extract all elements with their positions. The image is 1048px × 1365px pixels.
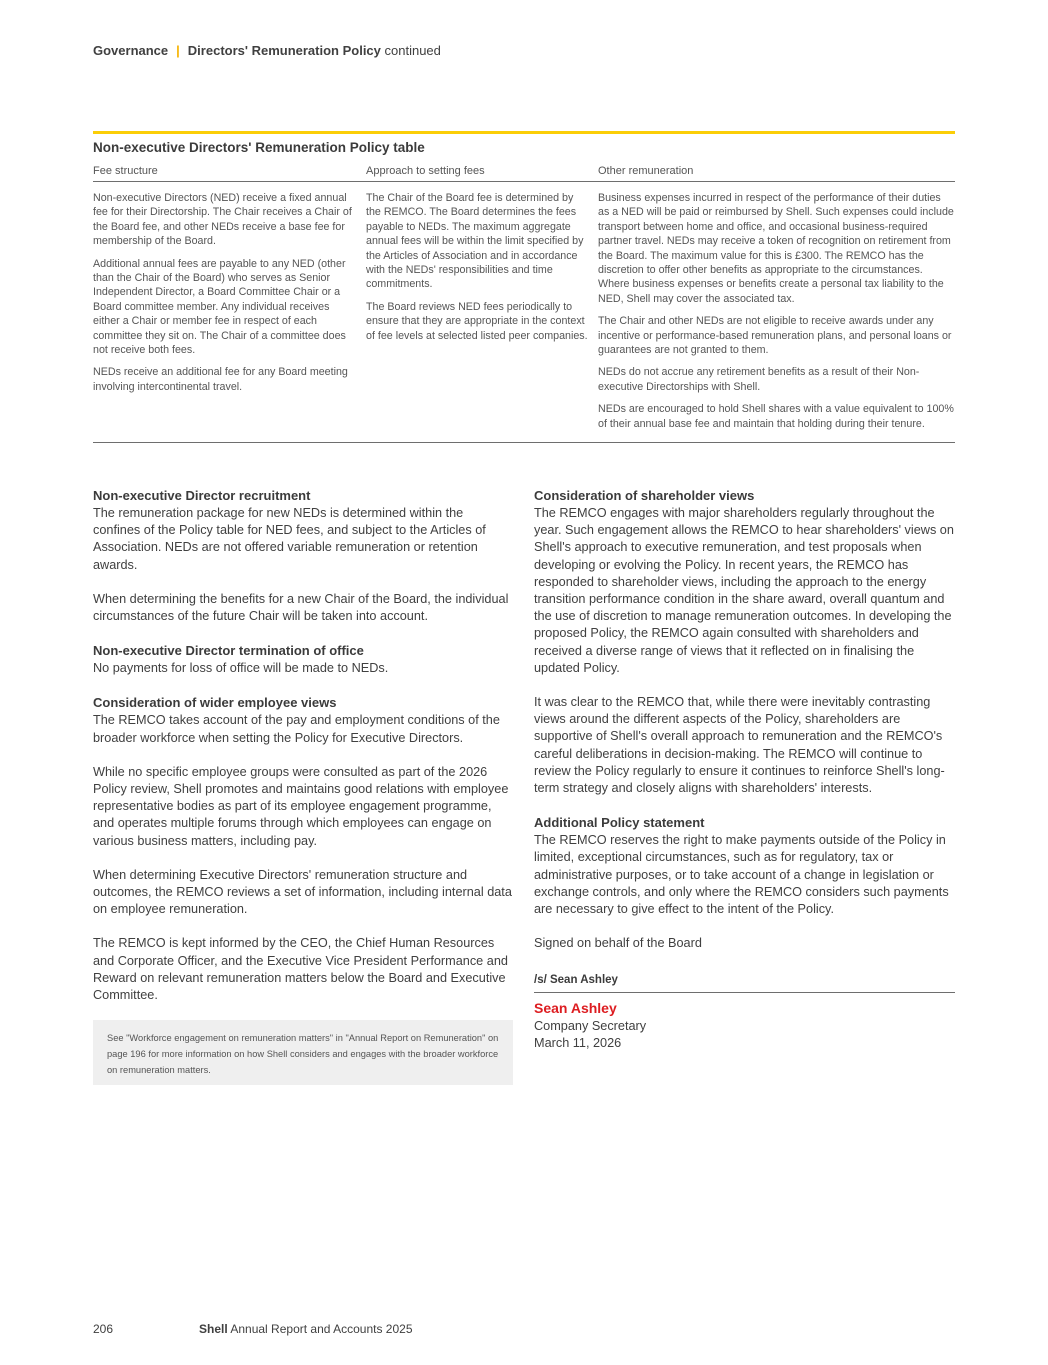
body-paragraph: While no specific employee groups were consulted as part of the 2026 Policy review, Shell promotes and maintains good relations with employee representative bodies as part of its employee engagement programme, and operates multiple forums through which employees can engage on various business matters, including pay. bbox=[93, 764, 509, 848]
shareholder-views-heading: Consideration of shareholder views bbox=[534, 488, 755, 503]
body-paragraph: The REMCO engages with major shareholders regularly throughout the year. Such engagement allows the REMCO to hear shareholders' views on Shell's approach to executive remuneration, and test proposals when developing or evolving the Policy. In recent years, the REMCO has responded to shareholder views, including the approach to the energy transition performance condition in the share award, overall quantum and the use of discretion to manage remuneration outcomes. In developing the proposed Policy, the REMCO again consulted with shareholders and received a diverse range of views that it reflected on in finalising the updated Policy. bbox=[534, 506, 954, 675]
body-paragraph: The REMCO reserves the right to make payments outside of the Policy in limited, exceptional circumstances, such as for regulatory, tax or administrative purposes, or to take account of a change in legislation or exchange controls, and only where the REMCO considers such payments are necessary to give effect to the intent of the Policy. bbox=[534, 833, 949, 917]
table-title: Non-executive Directors' Remuneration Policy table bbox=[93, 140, 425, 155]
signature-line: /s/ Sean Ashley bbox=[534, 974, 618, 986]
footer-brand: Shell bbox=[199, 1322, 228, 1336]
signer-title: Company Secretary bbox=[534, 1019, 647, 1033]
header-section: Governance bbox=[93, 43, 169, 58]
header-suffix: continued bbox=[384, 43, 441, 58]
table-paragraph: The Board reviews NED fees periodically to ensure that they are appropriate in the context of fee levels at selected listed peer companies. bbox=[366, 300, 588, 342]
recruitment-heading: Non-executive Director recruitment bbox=[93, 488, 311, 503]
table-paragraph: Business expenses incurred in respect of the performance of their duties as a NED will be paid or reimbursed by Shell. Such expenses could include transport between home and office, and occasional business-required partner travel. NEDs may receive a token of recognition on retirement from the Board. The maximum value for this is £300. The REMCO has the discretion to offer other benefits as appropriate to the circumstances. Where business expenses or benefits create a personal tax liability to the NED, Shell may cover the associated tax. bbox=[598, 192, 954, 305]
fee-structure-cell bbox=[93, 191, 366, 439]
signature-date: March 11, 2026 bbox=[534, 1036, 622, 1051]
other-remuneration-cell bbox=[598, 191, 955, 439]
column-header-fee-structure: Fee structure bbox=[93, 165, 158, 177]
table-paragraph: Non-executive Directors (NED) receive a fixed annual fee for their Directorship. The Chair receives a Chair of the Board fee, and other NEDs receive a base fee for membership of the Board. bbox=[93, 192, 352, 248]
column-header-approach: Approach to setting fees bbox=[366, 165, 485, 177]
signature-rule bbox=[534, 992, 955, 993]
signer-details bbox=[534, 1018, 646, 1052]
signed-on-behalf: Signed on behalf of the Board bbox=[534, 936, 702, 951]
body-paragraph: When determining the benefits for a new Chair of the Board, the individual circumstances of the future Chair will be taken into account. bbox=[93, 591, 509, 624]
left-column bbox=[93, 487, 513, 1021]
signer-name: Sean Ashley bbox=[534, 1000, 617, 1016]
right-column bbox=[534, 487, 955, 969]
ned-policy-table bbox=[93, 131, 955, 443]
footer-title: Annual Report and Accounts 2025 bbox=[230, 1322, 413, 1336]
header-separator: | bbox=[176, 43, 180, 58]
running-header bbox=[93, 43, 441, 58]
termination-heading: Non-executive Director termination of office bbox=[93, 643, 364, 659]
table-paragraph: NEDs receive an additional fee for any Board meeting involving intercontinental travel. bbox=[93, 366, 348, 393]
approach-cell bbox=[366, 191, 598, 439]
body-paragraph: The remuneration package for new NEDs is determined within the confines of the Policy table for NED fees, and subject to the Articles of Association. NEDs are not offered variable remuneration or retention awards. bbox=[93, 506, 486, 572]
table-paragraph: NEDs do not accrue any retirement benefits as a result of their Non-executive Directorships with Shell. bbox=[598, 366, 920, 393]
employee-views-heading: Consideration of wider employee views bbox=[93, 695, 337, 711]
body-paragraph: No payments for loss of office will be made to NEDs. bbox=[93, 661, 389, 676]
cross-reference-note: See "Workforce engagement on remuneration matters" in "Annual Report on Remuneration" on page 196 for more information on how Shell considers and engages with the broader workforce on remuneration matters. bbox=[93, 1020, 513, 1085]
additional-statement-heading: Additional Policy statement bbox=[534, 815, 705, 831]
body-paragraph: The REMCO takes account of the pay and employment conditions of the broader workforce when setting the Policy for Executive Directors. bbox=[93, 713, 500, 745]
table-paragraph: The Chair and other NEDs are not eligible to receive awards under any incentive or performance-based remuneration plans, and personal loans or guarantees are not granted to them. bbox=[598, 315, 952, 357]
table-top-rule bbox=[93, 131, 955, 134]
table-paragraph: The Chair of the Board fee is determined by the REMCO. The Board determines the fees payable to NEDs. The maximum aggregate annual fees will be within the limit specified by the Articles of Association and in accordance with the NEDs' responsibilities and time commitments. bbox=[366, 192, 584, 291]
table-paragraph: Additional annual fees are payable to any NED (other than the Chair of the Board) who serves as Senior Independent Director, a Board Committee Chair or a Board committee member. Any individual receives either a Chair or member fee in respect of each committee they sit on. The Chair of a committee does not receive both fees. bbox=[93, 257, 346, 357]
table-body-row bbox=[93, 182, 955, 443]
body-paragraph: When determining Executive Directors' remuneration structure and outcomes, the REMCO reviews a set of information, including internal data on employee remuneration. bbox=[93, 867, 512, 917]
body-paragraph: It was clear to the REMCO that, while there were inevitably contrasting views around the different aspects of the Policy, shareholders are supportive of Shell's overall approach to remuneration and the REMCO's careful deliberations in decision-making. The REMCO will continue to review the Policy regularly to ensure it continues to reinforce Shell's long-term strategy and closely aligns with shareholders' interests. bbox=[534, 695, 945, 796]
table-paragraph: NEDs are encouraged to hold Shell shares with a value equivalent to 100% of their annual base fee and maintain that holding during their tenure. bbox=[598, 403, 954, 430]
header-title: Directors' Remuneration Policy bbox=[187, 43, 381, 58]
table-header-row bbox=[93, 165, 955, 182]
column-header-other-remuneration: Other remuneration bbox=[598, 165, 694, 177]
footer-document-title bbox=[199, 1322, 413, 1336]
page-number: 206 bbox=[93, 1322, 114, 1336]
body-paragraph: The REMCO is kept informed by the CEO, the Chief Human Resources and Corporate Officer, and the Executive Vice President Performance and Reward on relevant remuneration matters below the Board and Executive Committee. bbox=[93, 936, 508, 1003]
